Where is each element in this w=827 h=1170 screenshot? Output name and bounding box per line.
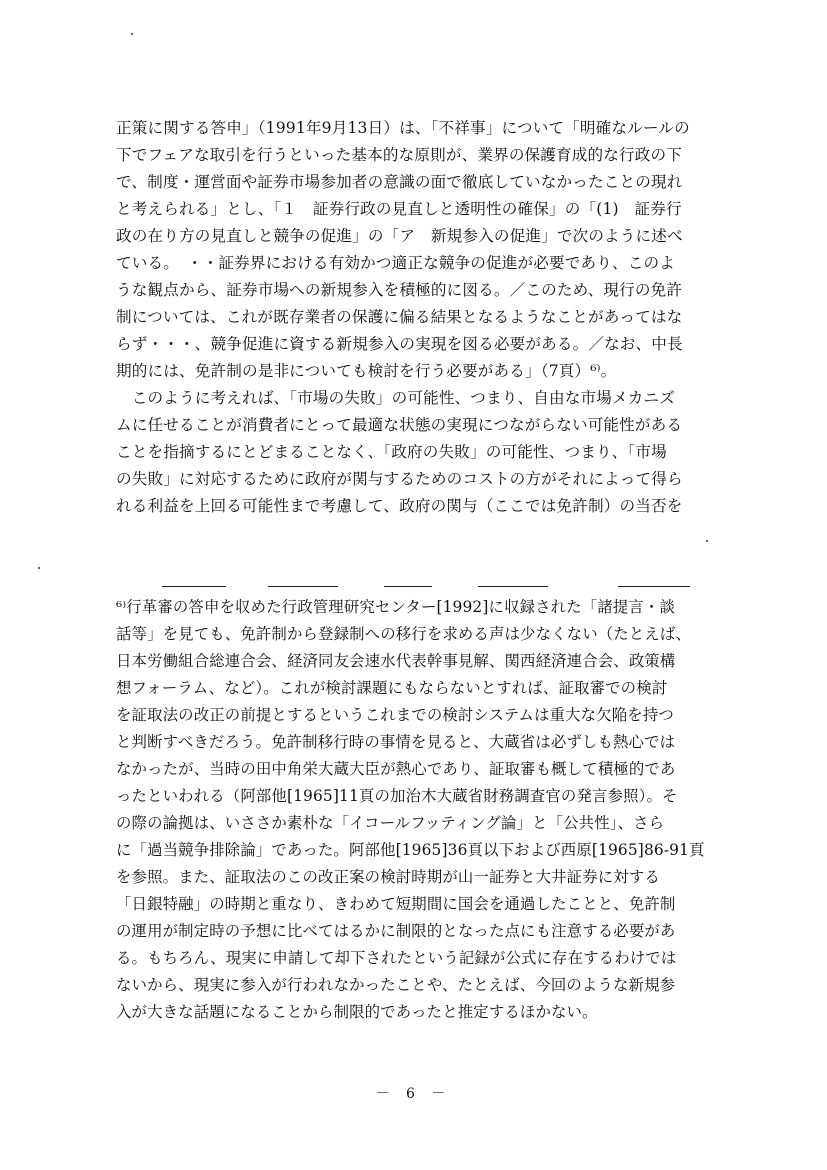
footnote-line: 日本労働組合総連合会、経済同友会速水代表幹事見解、関西経済連合会、政策構 [116,652,676,670]
footnote-line: 入が大きな話題になることから制限的であったと推定するほかない。 [116,1003,598,1021]
body-line: らず・・・、競争促進に資する新規参入の実現を図る必要がある。／なお、中長 [116,335,683,353]
footnote-line: 想フォーラム、など）。これが検討課題にもならないとすれば、証取審での検討 [116,679,668,697]
body-line: で、制度・運営面や証券市場参加者の意識の面で徹底していなかったことの現れ [116,173,683,191]
footnote-line: ったといわれる（阿部他[1965]11頁の加治木大蔵省財務調査官の発言参照）。そ [116,787,678,805]
scan-speck [706,540,708,542]
body-line: と考えられる」とし、「１ 証券行政の見直しと透明性の確保」の「(1) 証券行 [116,200,682,218]
footnote-line: る。もちろん、現実に申請して却下されたという記録が公式に存在するわけでは [116,949,677,967]
scan-speck [131,33,133,35]
footnote-line: と判断すべきだろう。免許制移行時の事情を見ると、大蔵省は必ずしも熱心では [116,733,676,751]
body-line: 政の在り方の見直しと競争の促進」の「ア 新規参入の促進」で次のように述べ [116,227,683,245]
separator-segment [478,586,548,587]
separator-segment [162,586,226,587]
page-number: － 6 － [375,1086,452,1102]
footnote-line: 話等」を見ても、免許制から登録制への移行を求める声は少なくない（たとえば、 [116,625,692,643]
footnote-line: なかったが、当時の田中角栄大蔵大臣が熱心であり、証取審も概して積極的であ [116,760,676,778]
separator-segment [268,586,338,587]
body-line: れる利益を上回る可能性まで考慮して、政府の関与（ここでは免許制）の当否を [116,497,683,515]
footnote-line: を証取法の改正の前提とするというこれまでの検討システムは重大な欠陥を持つ [116,706,674,724]
body-line: ことを指摘するにとどまることなく、「政府の失敗」の可能性、つまり、「市場 [116,443,667,461]
footnote-line: の際の論拠は、いささか素朴な「イコールフッティング論」と「公共性」、さら [116,814,665,832]
body-line: 下でフェアな取引を行うといった基本的な原則が、業界の保護育成的な行政の下 [116,146,682,164]
footnote-line: の運用が制定時の予想に比べてはるかに制限的となった点にも注意する必要があ [116,922,676,940]
body-line: ている。 ・・証券界における有効かつ適正な競争の促進が必要であり、このよ [116,254,675,272]
body-line: の失敗」に対応するために政府が関与するためのコストの方がそれによって得ら [116,470,683,488]
body-line: 期的には、免許制の是非についても検討を行う必要がある」（7頁）⁶⁾。 [116,362,617,380]
body-line: 制については、これが既存業者の保護に偏る結果となるようなことがあってはな [116,308,683,326]
footnote-line: ⁶⁾行革審の答申を収めた行政管理研究センター[1992]に収録された「諸提言・談 [116,598,676,616]
separator-segment [384,586,432,587]
body-line: 正策に関する答申」（1991年9月13日）は、「不祥事」について「明確なルールの [116,119,690,137]
body-line: このように考えれば、「市場の失敗」の可能性、つまり、自由な市場メカニズ [116,389,675,407]
body-line: ムに任せることが消費者にとって最適な状態の実現につながらない可能性がある [116,416,683,434]
footnote-line: に「過当競争排除論」であった。阿部他[1965]36頁以下および西原[1965]86-91頁 [116,841,705,859]
scan-speck [38,567,40,569]
footnote-line: を参照。また、証取法のこの改正案の検討時期が山一証券と大井証券に対する [116,868,660,886]
footnote-line: 「日銀特融」の時期と重なり、きわめて短期間に国会を通過したことと、免許制 [116,895,676,913]
separator-segment [618,586,690,587]
body-line: うな観点から、証券市場への新規参入を積極的に図る。／このため、現行の免許 [116,281,683,299]
footnote-line: ないから、現実に参入が行われなかったことや、たとえば、今回のような新規参 [116,976,676,994]
